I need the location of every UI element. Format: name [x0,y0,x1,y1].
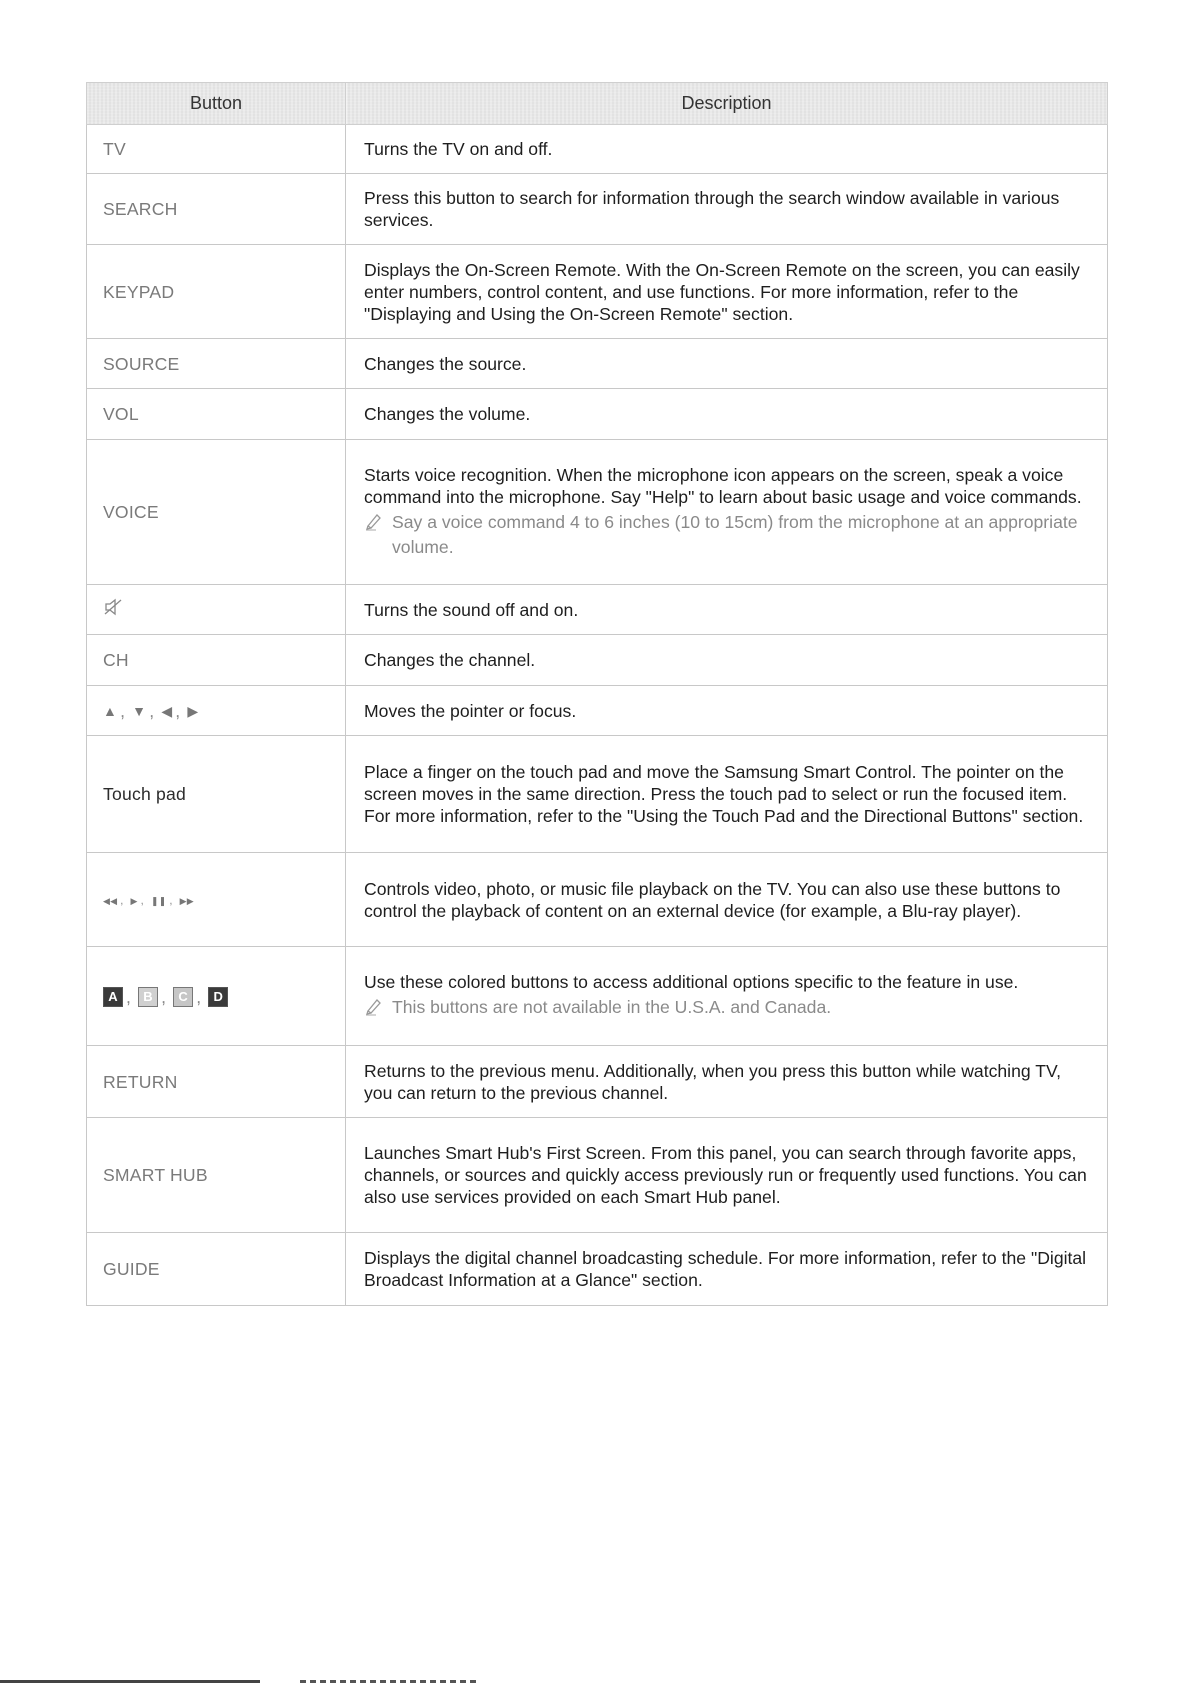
table-row [87,125,1108,174]
mute-icon [103,601,125,621]
button-description: Turns the sound off and on. [346,585,1108,635]
button-name-playback [87,853,346,947]
column-header-button: Button [87,83,346,125]
table-row [87,853,1108,947]
button-name-guide: GUIDE [87,1233,346,1306]
note-text: This buttons are not available in the U.S.A. and Canada. [392,997,832,1017]
table-row [87,635,1108,686]
button-name-keypad: KEYPAD [87,245,346,339]
column-header-description: Description [346,83,1108,125]
button-name-voice: VOICE [87,440,346,585]
table-row [87,440,1108,585]
button-description: Moves the pointer or focus. [346,686,1108,736]
table-row [87,1046,1108,1118]
table-row [87,174,1108,245]
button-name-search: SEARCH [87,174,346,245]
button-description: Launches Smart Hub's First Screen. From this panel, you can search through favorite apps, channels, or sources and quickly access previously run or frequently used functions. You can also use services provided on each Smart Hub panel. [346,1118,1108,1233]
a-button-icon: A [103,987,123,1007]
fast-forward-icon: ▶▶ [179,896,194,906]
note-text: Say a voice command 4 to 6 inches (10 to 15cm) from the microphone at an appropriate volume. [392,512,1078,557]
up-arrow-icon: ▲ [103,703,118,719]
button-description: Turns the TV on and off. [346,125,1108,174]
note [364,510,1087,560]
rewind-icon: ◀◀ [103,896,118,906]
pencil-note-icon [364,511,386,536]
button-description: Changes the source. [346,339,1108,389]
button-name-smart-hub: SMART HUB [87,1118,346,1233]
button-description: Displays the On-Screen Remote. With the On-Screen Remote on the screen, you can easily enter numbers, control content, and use functions. For more information, refer to the "Displaying and Using the On-Screen Remote" section. [346,245,1108,339]
button-description: Changes the volume. [346,389,1108,440]
table-row [87,339,1108,389]
button-description: Displays the digital channel broadcasting schedule. For more information, refer to the "Digital Broadcast Information at a Glance" section. [346,1233,1108,1306]
button-name-return: RETURN [87,1046,346,1118]
button-description-table [86,82,1108,1306]
directional-buttons: ▲ , ▼ , ◀ , ▶ [103,701,199,721]
button-name-source: SOURCE [87,339,346,389]
pause-icon: ❚❚ [150,896,167,906]
button-name-colored [87,947,346,1046]
table-row [87,585,1108,635]
button-name-tv: TV [87,125,346,174]
left-arrow-icon: ◀ [161,703,173,719]
c-button-icon: C [173,987,193,1007]
button-name-directional [87,686,346,736]
down-arrow-icon: ▼ [132,703,147,719]
table-row [87,1118,1108,1233]
note [364,995,1087,1021]
button-description: Controls video, photo, or music file playback on the TV. You can also use these buttons to control the playback of content on an external device (for example, a Blu-ray player). [346,853,1108,947]
button-description [346,440,1108,585]
description-text: Starts voice recognition. When the microphone icon appears on the screen, speak a voice command into the microphone. Say "Help" to learn about basic usage and voice commands. [364,465,1082,507]
button-name-mute [87,585,346,635]
button-name-vol: VOL [87,389,346,440]
button-name-touch-pad: Touch pad [87,736,346,853]
button-description [346,947,1108,1046]
table-header-row [87,83,1108,125]
description-text: Use these colored buttons to access additional options specific to the feature in use. [364,972,1019,992]
table-row [87,389,1108,440]
table-row [87,1233,1108,1306]
table-row [87,947,1108,1046]
colored-buttons: A , B , C , D [103,986,228,1008]
button-description: Press this button to search for information through the search window available in various services. [346,174,1108,245]
b-button-icon: B [138,987,158,1007]
playback-buttons: ◀◀ , ▶ , ❚❚ , ▶▶ [103,890,194,912]
button-description: Changes the channel. [346,635,1108,686]
button-description-table-container [86,82,1107,1306]
d-button-icon: D [208,987,228,1007]
pencil-note-icon [364,996,386,1021]
table-row [87,736,1108,853]
table-row [87,245,1108,339]
right-arrow-icon: ▶ [187,703,199,719]
play-icon: ▶ [130,896,138,906]
button-name-ch: CH [87,635,346,686]
button-description: Place a finger on the touch pad and move the Samsung Smart Control. The pointer on the screen moves in the same direction. Press the touch pad to select or run the focused item. For more information, refer to the "Using the Touch Pad and the Directional Buttons" section. [346,736,1108,853]
button-description: Returns to the previous menu. Additionally, when you press this button while watching TV, you can return to the previous channel. [346,1046,1108,1118]
table-row [87,686,1108,736]
